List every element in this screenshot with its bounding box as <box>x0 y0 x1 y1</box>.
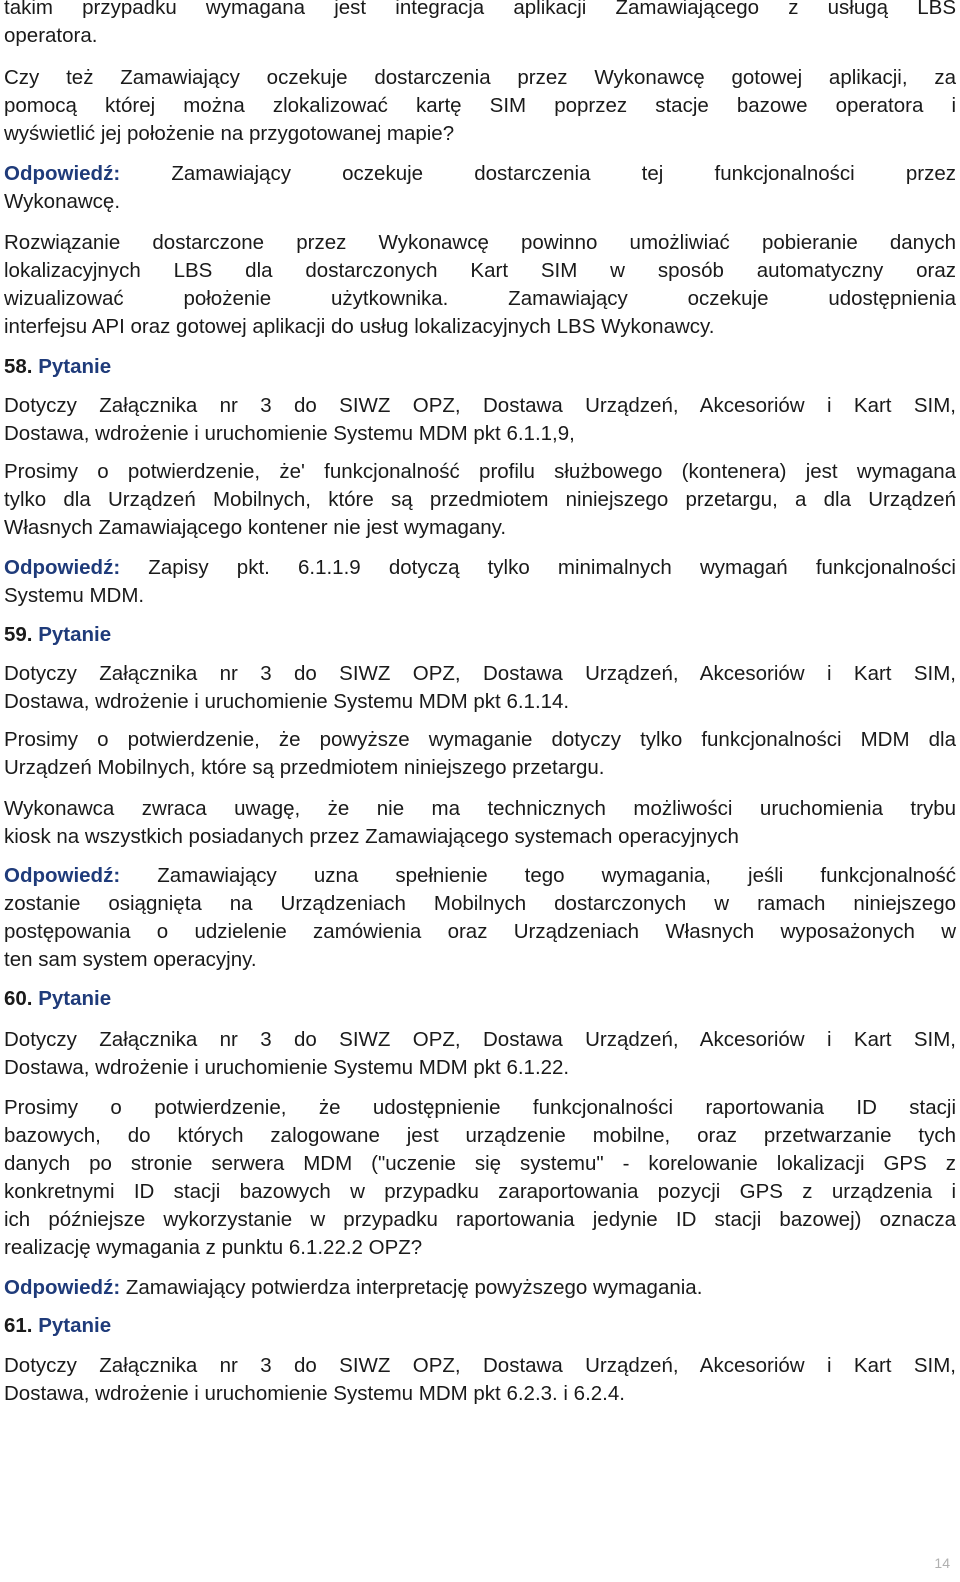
text-line: Własnych Zamawiającego kontener nie jest wymagany. <box>4 516 507 539</box>
text-line: danych po stronie serwera MDM ("uczenie się systemu" - korelowanie lokalizacji GPS z <box>4 1152 956 1175</box>
answer-label: Odpowiedź: <box>4 162 121 185</box>
question-heading: 59. Pytanie <box>4 623 112 646</box>
text-line: Prosimy o potwierdzenie, że' funkcjonalność profilu służbowego (kontenera) jest wymagana <box>4 460 956 483</box>
text-line: Dostawa, wdrożenie i uruchomienie Systemu MDM pkt 6.1.14. <box>4 690 570 713</box>
text-line: pomocą której można zlokalizować kartę SIM poprzez stacje bazowe operatora i <box>4 94 956 117</box>
text-line: wizualizować położenie użytkownika. Zamawiający oczekuje udostępnienia <box>4 287 956 310</box>
text-line: Dostawa, wdrożenie i uruchomienie Systemu MDM pkt 6.2.3. i 6.2.4. <box>4 1382 625 1405</box>
text-line: operatora. <box>4 24 98 47</box>
text-line: Rozwiązanie dostarczone przez Wykonawcę powinno umożliwiać pobieranie danych <box>4 231 956 254</box>
paragraph <box>4 1026 956 1082</box>
text-line: kiosk na wszystkich posiadanych przez Zamawiającego systemach operacyjnych <box>4 825 739 848</box>
text-line: Wykonawcę. <box>4 190 121 213</box>
text-line: Wykonawca zwraca uwagę, że nie ma technicznych możliwości uruchomienia trybu <box>4 797 956 820</box>
answer-label: Odpowiedź: <box>4 864 121 887</box>
answer-paragraph <box>4 160 956 216</box>
answer-label: Odpowiedź: <box>4 1276 121 1299</box>
text-line: Odpowiedź: Zamawiający uzna spełnienie tego wymagania, jeśli funkcjonalność <box>4 864 956 887</box>
question-heading: 58. Pytanie <box>4 355 112 378</box>
text-line: lokalizacyjnych LBS dla dostarczonych Kart SIM w sposób automatyczny oraz <box>4 259 956 282</box>
paragraph <box>4 229 956 341</box>
text-line: Odpowiedź: Zamawiający potwierdza interpretację powyższego wymagania. <box>4 1276 703 1299</box>
answer-paragraph <box>4 862 956 974</box>
question-heading: 60. Pytanie <box>4 987 112 1010</box>
text-line: Dostawa, wdrożenie i uruchomienie Systemu MDM pkt 6.1.22. <box>4 1056 570 1079</box>
text-line: bazowych, do których zalogowane jest urządzenie mobilne, oraz przetwarzanie tych <box>4 1124 956 1147</box>
answer-paragraph <box>4 1274 956 1302</box>
paragraph <box>4 64 956 148</box>
text-line: ten sam system operacyjny. <box>4 948 257 971</box>
text-line: Dotyczy Załącznika nr 3 do SIWZ OPZ, Dostawa Urządzeń, Akcesoriów i Kart SIM, <box>4 1354 956 1377</box>
text-line: wyświetlić jej położenie na przygotowanej mapie? <box>4 122 455 145</box>
paragraph <box>4 795 956 851</box>
text-line: postępowania o udzielenie zamówienia oraz Urządzeniach Własnych wyposażonych w <box>4 920 956 943</box>
text-line: Prosimy o potwierdzenie, że powyższe wymaganie dotyczy tylko funkcjonalności MDM dla <box>4 728 956 751</box>
text-line: Dostawa, wdrożenie i uruchomienie Systemu MDM pkt 6.1.1,9, <box>4 422 575 445</box>
text-line: interfejsu API oraz gotowej aplikacji do usług lokalizacyjnych LBS Wykonawcy. <box>4 315 715 338</box>
text-line: Dotyczy Załącznika nr 3 do SIWZ OPZ, Dostawa Urządzeń, Akcesoriów i Kart SIM, <box>4 1028 956 1051</box>
paragraph <box>4 1094 956 1262</box>
paragraph <box>4 392 956 448</box>
text-line: Urządzeń Mobilnych, które są przedmiotem niniejszego przetargu. <box>4 756 605 779</box>
text-line: Dotyczy Załącznika nr 3 do SIWZ OPZ, Dostawa Urządzeń, Akcesoriów i Kart SIM, <box>4 394 956 417</box>
text-line: tylko dla Urządzeń Mobilnych, które są przedmiotem niniejszego przetargu, a dla Urządzeń <box>4 488 956 511</box>
text-line: takim przypadku wymagana jest integracja aplikacji Zamawiającego z usługą LBS <box>4 0 956 19</box>
paragraph <box>4 726 956 782</box>
text-line: Dotyczy Załącznika nr 3 do SIWZ OPZ, Dostawa Urządzeń, Akcesoriów i Kart SIM, <box>4 662 956 685</box>
text-line: realizację wymagania z punktu 6.1.22.2 OPZ? <box>4 1236 423 1259</box>
text-line: zostanie osiągnięta na Urządzeniach Mobilnych dostarczonych w ramach niniejszego <box>4 892 956 915</box>
text-line: ich późniejsze wykorzystanie w przypadku raportowania jedynie ID stacji bazowej) oznacza <box>4 1208 956 1231</box>
paragraph <box>4 458 956 542</box>
question-heading: 61. Pytanie <box>4 1314 112 1337</box>
page-number: 14 <box>934 1555 950 1571</box>
text-line: Czy też Zamawiający oczekuje dostarczenia przez Wykonawcę gotowej aplikacji, za <box>4 66 956 89</box>
answer-label: Odpowiedź: <box>4 556 121 579</box>
paragraph <box>4 1352 956 1408</box>
paragraph <box>4 660 956 716</box>
text-line: Odpowiedź: Zapisy pkt. 6.1.1.9 dotyczą tylko minimalnych wymagań funkcjonalności <box>4 556 956 579</box>
answer-paragraph <box>4 554 956 610</box>
text-line: Systemu MDM. <box>4 584 145 607</box>
text-line: Odpowiedź: Zamawiający oczekuje dostarczenia tej funkcjonalności przez <box>4 162 956 185</box>
text-line: Prosimy o potwierdzenie, że udostępnienie funkcjonalności raportowania ID stacji <box>4 1096 956 1119</box>
text-line: konkretnymi ID stacji bazowych w przypadku zaraportowania pozycji GPS z urządzenia i <box>4 1180 956 1203</box>
paragraph <box>4 0 956 50</box>
